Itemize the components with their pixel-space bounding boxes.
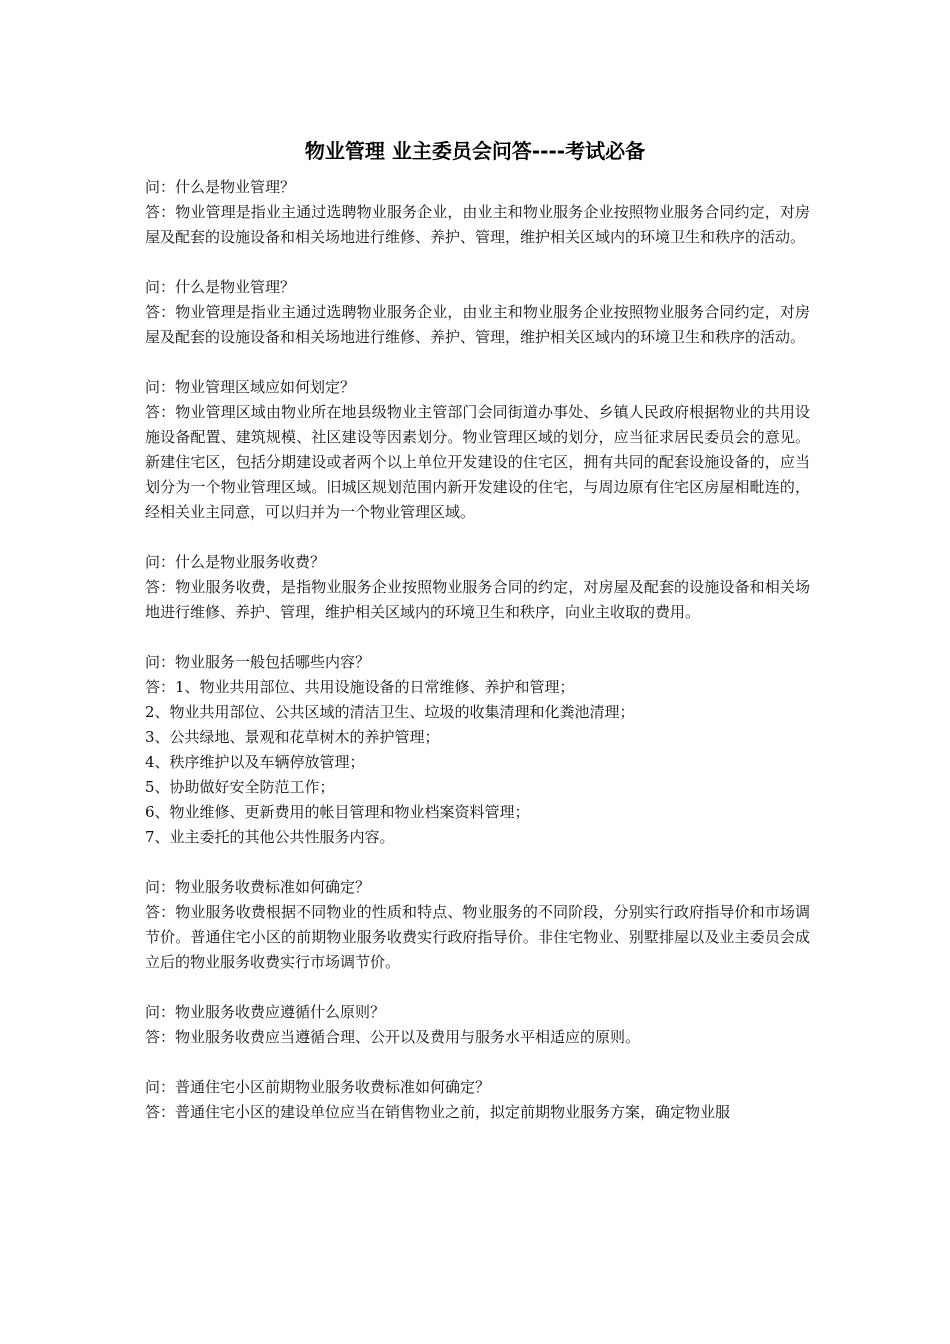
answer-text: 答：物业服务收费应当遵循合理、公开以及费用与服务水平相适应的原则。 (145, 1028, 641, 1046)
answer-text: 答：物业管理是指业主通过选聘物业服务企业，由业主和物业服务企业按照物业服务合同约定，对房屋及配套的设施设备和相关场地进行维修、养护、管理，维护相关区域内的环境卫生和秩序的活动。 (145, 203, 810, 246)
list-item: 2、物业共用部位、公共区域的清洁卫生、垃圾的收集清理和化粪池清理； (145, 703, 635, 721)
question-text: 问：什么是物业服务收费？ (145, 553, 326, 571)
qa-item (145, 875, 810, 975)
answer-text: 答：普通住宅小区的建设单位应当在销售物业之前，拟定前期物业服务方案，确定物业服 (145, 1103, 731, 1121)
document-body (145, 175, 810, 1150)
question-text: 问：物业管理区域应如何划定？ (145, 378, 356, 396)
list-item: 4、秩序维护以及车辆停放管理； (145, 753, 365, 771)
list-item: 6、物业维修、更新费用的帐目管理和物业档案资料管理； (145, 803, 530, 821)
list-item: 3、公共绿地、景观和花草树木的养护管理； (145, 728, 440, 746)
answer-text: 答：1、物业共用部位、共用设施设备的日常维修、养护和管理； (145, 678, 575, 696)
qa-item (145, 375, 810, 525)
qa-item (145, 1075, 810, 1125)
answer-text: 答：物业管理区域由物业所在地县级物业主管部门会同街道办事处、乡镇人民政府根据物业的共用设施设备配置、建筑规模、社区建设等因素划分。物业管理区域的划分，应当征求居民委员会的意见。新建住宅区，包括分期建设或者两个以上单位开发建设的住宅区，拥有共同的配套设施设备的，应当划分为一个物业管理区域。旧城区规划范围内新开发建设的住宅，与周边原有住宅区房屋相毗连的，经相关业主同意，可以归并为一个物业管理区域。 (145, 403, 810, 521)
qa-item (145, 650, 810, 850)
question-text: 问：什么是物业管理？ (145, 278, 296, 296)
answer-text: 答：物业管理是指业主通过选聘物业服务企业，由业主和物业服务企业按照物业服务合同约定，对房屋及配套的设施设备和相关场地进行维修、养护、管理，维护相关区域内的环境卫生和秩序的活动。 (145, 303, 810, 346)
qa-item (145, 275, 810, 350)
question-text: 问：物业服务收费标准如何确定？ (145, 878, 371, 896)
qa-item (145, 175, 810, 250)
list-item: 5、协助做好安全防范工作； (145, 778, 335, 796)
question-text: 问：物业服务收费应遵循什么原则？ (145, 1003, 386, 1021)
question-text: 问：物业服务一般包括哪些内容？ (145, 653, 371, 671)
question-text: 问：什么是物业管理？ (145, 178, 296, 196)
qa-item (145, 550, 810, 625)
document-title: 物业管理 业主委员会问答----考试必备 (304, 139, 646, 163)
answer-text: 答：物业服务收费，是指物业服务企业按照物业服务合同的约定，对房屋及配套的设施设备和相关场地进行维修、养护、管理，维护相关区域内的环境卫生和秩序，向业主收取的费用。 (145, 578, 810, 621)
question-text: 问：普通住宅小区前期物业服务收费标准如何确定？ (145, 1078, 491, 1096)
list-item: 7、业主委托的其他公共性服务内容。 (145, 828, 395, 846)
answer-text: 答：物业服务收费根据不同物业的性质和特点、物业服务的不同阶段，分别实行政府指导价和市场调节价。普通住宅小区的前期物业服务收费实行政府指导价。非住宅物业、别墅排屋以及业主委员会成立后的物业服务收费实行市场调节价。 (145, 903, 810, 971)
qa-item (145, 1000, 810, 1050)
